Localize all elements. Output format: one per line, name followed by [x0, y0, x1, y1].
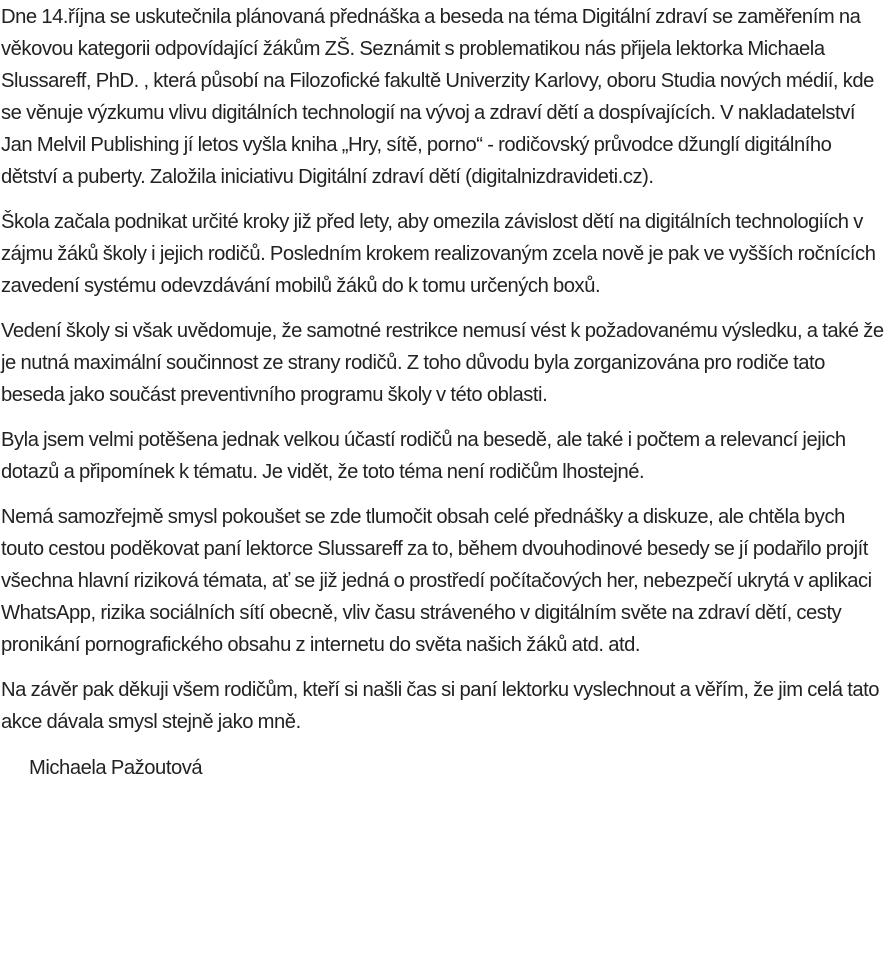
paragraph-closing: Na závěr pak děkuji všem rodičům, kteří si našli čas si paní lektorku vyslechnout a věřím, že jim celá tato akce dávala smysl stejně jako mně. [1, 679, 880, 733]
paragraph-parent-cooperation: Vedení školy si však uvědomuje, že samotné restrikce nemusí vést k požadovanému výsledku, a také že je nutná maximální součinnost ze strany rodičů. Z toho důvodu byla zorganizována pro rodiče tato beseda jako součást preventivního programu školy v této oblasti. [1, 320, 884, 406]
paragraph-thanks-lecturer: Nemá samozřejmě smysl pokoušet se zde tlumočit obsah celé přednášky a diskuze, ale chtěla bych touto cestou poděkovat paní lektorce Slussareff za to, během dvouhodinové besedy se jí podařilo projít všechna hlavní riziková témata, ať se již jedná o prostředí počítačových her, nebezpečí ukrytá v aplikaci WhatsApp, rizika sociálních sítí obecně, vliv času stráveného v digitálním světe na zdraví dětí, cesty pronikání pornografického obsahu z internetu do světa našich žáků atd. atd. [1, 506, 872, 656]
author-signature: Michaela Pažoutová [29, 757, 203, 779]
paragraph-attendance: Byla jsem velmi potěšena jednak velkou účastí rodičů na besedě, ale také i počtem a relevancí jejich dotazů a připomínek k tématu. Je vidět, že toto téma není rodičům lhostejné. [1, 429, 846, 483]
paragraph-lecture-intro: Dne 14.října se uskutečnila plánovaná přednáška a beseda na téma Digitální zdraví se zaměřením na věkovou kategorii odpovídající žákům ZŠ. Seznámit s problematikou nás přijela lektorka Michaela Slussareff, PhD. , která působí na Filozofické fakultě Univerzity Karlovy, oboru Studia nových médií, kde se věnuje výzkumu vlivu digitálních technologií na vývoj a zdraví dětí a dospívajících. V nakladatelství Jan Melvil Publishing jí letos vyšla kniha „Hry, sítě, porno“ - rodičovský průvodce džunglí digitálního dětství a puberty. Založila iniciativu Digitální zdraví dětí (digitalnizdravideti.cz). [1, 6, 874, 188]
paragraph-school-measures: Škola začala podnikat určité kroky již před lety, aby omezila závislost dětí na digitálních technologiích v zájmu žáků školy i jejich rodičů. Posledním krokem realizovaným zcela nově je pak ve vyšších ročnících zavedení systému odevzdávání mobilů žáků do k tomu určených boxů. [1, 211, 876, 297]
